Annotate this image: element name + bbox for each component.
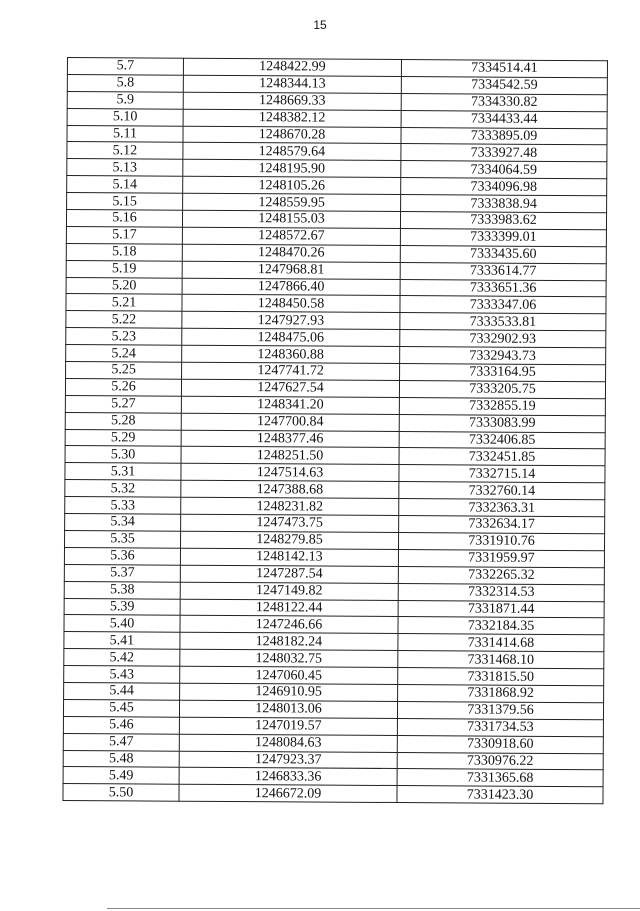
point-number-cell: 5.29 [65,429,181,447]
x-coordinate-cell: 1246672.09 [179,784,397,802]
x-coordinate-cell: 1248251.50 [181,447,399,465]
y-coordinate-cell: 7334064.59 [401,161,607,179]
y-coordinate-cell: 7331734.53 [397,718,603,736]
point-number-cell: 5.9 [67,91,183,109]
x-coordinate-cell: 1248579.64 [183,143,401,161]
y-coordinate-cell: 7332265.32 [398,566,604,584]
point-number-cell: 5.25 [66,362,182,380]
x-coordinate-cell: 1247700.84 [181,413,399,431]
point-number-cell: 5.41 [64,632,180,650]
y-coordinate-cell: 7330918.60 [397,735,603,753]
point-number-cell: 5.47 [63,733,179,751]
coordinates-table-body [63,58,608,804]
y-coordinate-cell: 7333533.81 [400,313,606,331]
point-number-cell: 5.18 [66,243,182,261]
point-number-cell: 5.34 [65,514,181,532]
point-number-cell: 5.26 [65,378,181,396]
point-number-cell: 5.17 [66,226,182,244]
y-coordinate-cell: 7333614.77 [400,262,606,280]
x-coordinate-cell: 1248105.26 [183,176,401,194]
y-coordinate-cell: 7332855.19 [399,397,605,415]
y-coordinate-cell: 7333983.62 [400,212,606,230]
y-coordinate-cell: 7333895.09 [401,127,607,145]
table-row [63,784,603,804]
y-coordinate-cell: 7331959.97 [398,549,604,567]
y-coordinate-cell: 7334330.82 [401,93,607,111]
y-coordinate-cell: 7331423.30 [397,786,603,804]
x-coordinate-cell: 1248344.13 [183,75,401,93]
y-coordinate-cell: 7333205.75 [399,380,605,398]
y-coordinate-cell: 7333083.99 [399,414,605,432]
x-coordinate-cell: 1248382.12 [183,109,401,127]
x-coordinate-cell: 1246910.95 [180,683,398,701]
point-number-cell: 5.15 [67,193,183,211]
y-coordinate-cell: 7332363.31 [399,499,605,517]
x-coordinate-cell: 1248341.20 [181,396,399,414]
x-coordinate-cell: 1248155.03 [182,210,400,228]
y-coordinate-cell: 7331468.10 [398,651,604,669]
point-number-cell: 5.50 [63,784,179,802]
point-number-cell: 5.46 [63,716,179,734]
point-number-cell: 5.21 [66,294,182,312]
x-coordinate-cell: 1247149.82 [180,582,398,600]
y-coordinate-cell: 7332314.53 [398,583,604,601]
point-number-cell: 5.35 [65,530,181,548]
point-number-cell: 5.22 [66,311,182,329]
y-coordinate-cell: 7333838.94 [401,195,607,213]
y-coordinate-cell: 7332184.35 [398,617,604,635]
y-coordinate-cell: 7331379.56 [397,701,603,719]
y-coordinate-cell: 7330976.22 [397,752,603,770]
point-number-cell: 5.20 [66,277,182,295]
x-coordinate-cell: 1247060.45 [180,666,398,684]
point-number-cell: 5.27 [65,395,181,413]
y-coordinate-cell: 7331868.92 [398,684,604,702]
point-number-cell: 5.23 [66,328,182,346]
point-number-cell: 5.11 [67,125,183,143]
x-coordinate-cell: 1248122.44 [180,599,398,617]
y-coordinate-cell: 7334514.41 [401,60,607,78]
x-coordinate-cell: 1248475.06 [182,328,400,346]
y-coordinate-cell: 7332715.14 [399,465,605,483]
bottom-rule [107,908,640,909]
x-coordinate-cell: 1247388.68 [181,480,399,498]
x-coordinate-cell: 1248360.88 [182,345,400,363]
point-number-cell: 5.43 [64,666,180,684]
x-coordinate-cell: 1248669.33 [183,92,401,110]
point-number-cell: 5.31 [65,463,181,481]
point-number-cell: 5.36 [64,547,180,565]
point-number-cell: 5.42 [64,649,180,667]
y-coordinate-cell: 7334542.59 [401,76,607,94]
point-number-cell: 5.16 [66,210,182,228]
y-coordinate-cell: 7331815.50 [398,668,604,686]
y-coordinate-cell: 7331414.68 [398,634,604,652]
y-coordinate-cell: 7333927.48 [401,144,607,162]
x-coordinate-cell: 1247246.66 [180,616,398,634]
y-coordinate-cell: 7331365.68 [397,769,603,787]
y-coordinate-cell: 7332943.73 [400,347,606,365]
y-coordinate-cell: 7332902.93 [400,330,606,348]
x-coordinate-cell: 1247287.54 [180,565,398,583]
point-number-cell: 5.37 [64,564,180,582]
x-coordinate-cell: 1248231.82 [181,497,399,515]
x-coordinate-cell: 1248470.26 [182,244,400,262]
point-number-cell: 5.19 [66,260,182,278]
x-coordinate-cell: 1247923.37 [179,751,397,769]
y-coordinate-cell: 7333164.95 [400,364,606,382]
x-coordinate-cell: 1248195.90 [183,160,401,178]
x-coordinate-cell: 1247927.93 [182,312,400,330]
x-coordinate-cell: 1248013.06 [179,700,397,718]
y-coordinate-cell: 7333435.60 [400,245,606,263]
y-coordinate-cell: 7334433.44 [401,110,607,128]
x-coordinate-cell: 1248032.75 [180,649,398,667]
x-coordinate-cell: 1247514.63 [181,464,399,482]
x-coordinate-cell: 1248084.63 [179,734,397,752]
y-coordinate-cell: 7332634.17 [399,516,605,534]
point-number-cell: 5.30 [65,446,181,464]
x-coordinate-cell: 1247866.40 [182,278,400,296]
point-number-cell: 5.32 [65,480,181,498]
x-coordinate-cell: 1248572.67 [182,227,400,245]
x-coordinate-cell: 1248182.24 [180,632,398,650]
y-coordinate-cell: 7331910.76 [398,532,604,550]
x-coordinate-cell: 1248670.28 [183,126,401,144]
x-coordinate-cell: 1247019.57 [179,717,397,735]
y-coordinate-cell: 7332760.14 [399,482,605,500]
x-coordinate-cell: 1248279.85 [181,531,399,549]
point-number-cell: 5.33 [65,497,181,515]
point-number-cell: 5.48 [63,750,179,768]
y-coordinate-cell: 7332406.85 [399,431,605,449]
y-coordinate-cell: 7333651.36 [400,279,606,297]
point-number-cell: 5.10 [67,108,183,126]
x-coordinate-cell: 1248450.58 [182,295,400,313]
point-number-cell: 5.8 [67,74,183,92]
point-number-cell: 5.12 [67,142,183,160]
x-coordinate-cell: 1248559.95 [183,193,401,211]
y-coordinate-cell: 7333399.01 [400,228,606,246]
y-coordinate-cell: 7332451.85 [399,448,605,466]
point-number-cell: 5.45 [63,699,179,717]
y-coordinate-cell: 7331871.44 [398,600,604,618]
x-coordinate-cell: 1248422.99 [183,58,401,76]
x-coordinate-cell: 1246833.36 [179,768,397,786]
point-number-cell: 5.40 [64,615,180,633]
x-coordinate-cell: 1248377.46 [181,430,399,448]
x-coordinate-cell: 1247473.75 [181,514,399,532]
point-number-cell: 5.38 [64,581,180,599]
y-coordinate-cell: 7334096.98 [401,178,607,196]
x-coordinate-cell: 1248142.13 [180,548,398,566]
page-number: 15 [313,18,327,32]
y-coordinate-cell: 7333347.06 [400,296,606,314]
point-number-cell: 5.49 [63,767,179,785]
point-number-cell: 5.7 [67,58,183,76]
point-number-cell: 5.39 [64,598,180,616]
coordinates-table [62,57,608,804]
point-number-cell: 5.28 [65,412,181,430]
point-number-cell: 5.24 [66,345,182,363]
point-number-cell: 5.44 [64,682,180,700]
point-number-cell: 5.14 [67,176,183,194]
x-coordinate-cell: 1247741.72 [182,362,400,380]
x-coordinate-cell: 1247968.81 [182,261,400,279]
x-coordinate-cell: 1247627.54 [181,379,399,397]
point-number-cell: 5.13 [67,159,183,177]
